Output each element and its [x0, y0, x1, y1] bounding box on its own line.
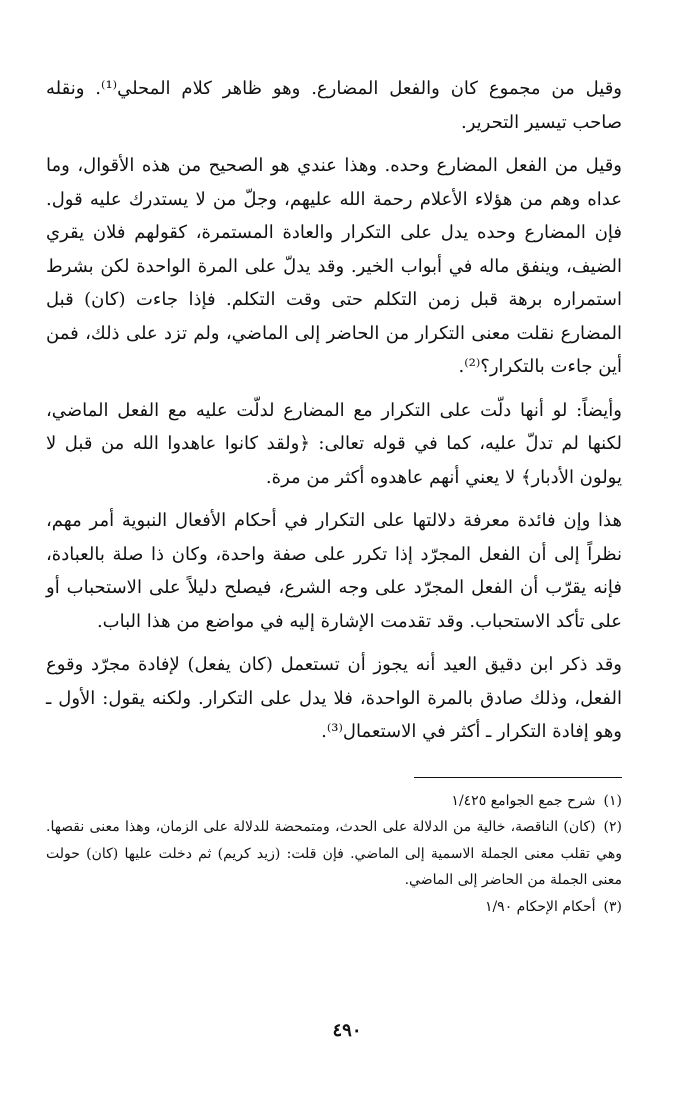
footnote-text: أحكام الإحكام ١/٩٠ [484, 898, 596, 915]
paragraph-1: وقيل من مجموع كان والفعل المضارع. وهو ظاهر كلام المحلي⁽¹⁾. ونقله صاحب تيسير التحرير. [46, 78, 623, 133]
footnote-number: (٣) [603, 898, 622, 915]
paragraph-4: هذا وإن فائدة معرفة دلالتها على التكرار في أحكام الأفعال النبوية أمر مهم، نظراً إلى أن الفعل المجرّد إذا تكرر على صفة واحدة، وكان ذا صلة بالعبادة، فإنه يقرّب أن الفعل المجرّد على وجه الشرع، فيصلح دليلاً على الاستحباب أو على تأكد الاستحباب. وقد تقدمت الإشارة إليه في مواضع من هذا الباب. [46, 510, 622, 632]
footnote-1 [46, 788, 622, 815]
footnote-divider [414, 777, 622, 778]
paragraph-3: وأيضاً: لو أنها دلّت على التكرار مع المضارع لدلّت عليه مع الفعل الماضي، لكنها لم تدلّ عليه، كما في قوله تعالى: ﴿ولقد كانوا عاهدوا الله من قبل لا يولون الأدبار﴾ لا يعني أنهم عاهدوه أكثر من مرة. [46, 399, 622, 488]
paragraph-5: وقد ذكر ابن دقيق العيد أنه يجوز أن تستعمل (كان يفعل) لإفادة مجرّد وقوع الفعل، وذلك صادق بالمرة الواحدة، فلا يدل على التكرار. ولكنه يقول: الأول ـ وهو إفادة التكرار ـ أكثر في الاستعمال⁽³⁾. [46, 654, 622, 742]
footnote-2 [46, 814, 622, 894]
footnote-number: (١) [603, 792, 622, 809]
page-number: ٤٩٠ [332, 1020, 362, 1041]
footnote-number: (٢) [603, 819, 622, 835]
footnotes [46, 788, 622, 921]
footnote-text: شرح جمع الجوامع ١/٤٢٥ [451, 792, 596, 809]
footnote-text: (كان) الناقصة، خالية من الدلالة على الحدث، ومتمحضة للدلالة على الزمان، وهذا معنى نقصها. وهي تقلب معنى الجملة الاسمية إلى الماضي. فإن قلت: (زيد كريم) ثم دخلت عليها (كان) حولت معنى الجملة من الحاضر إلى الماضي. [46, 819, 622, 888]
paragraph-2: وقيل من الفعل المضارع وحده. وهذا عندي هو الصحيح من هذه الأقوال، وما عداه وهم من هؤلاء الأعلام رحمة الله عليهم، وجلّ من لا يستدرك عليه قول. فإن المضارع وحده يدل على التكرار والعادة المستمرة، كقولهم فلان يقري الضيف، وينفق ماله في أبواب الخير. وقد يدلّ على المرة الواحدة لكن بشرط استمراره برهة قبل زمن التكلم حتى وقت التكلم. فإذا جاءت (كان) قبل المضارع نقلت معنى التكرار من الحاضر إلى الماضي، ولم تزد على ذلك، فمن أين جاءت بالتكرار؟⁽²⁾. [46, 155, 622, 377]
footnote-3 [46, 894, 622, 921]
page-body [46, 72, 622, 920]
